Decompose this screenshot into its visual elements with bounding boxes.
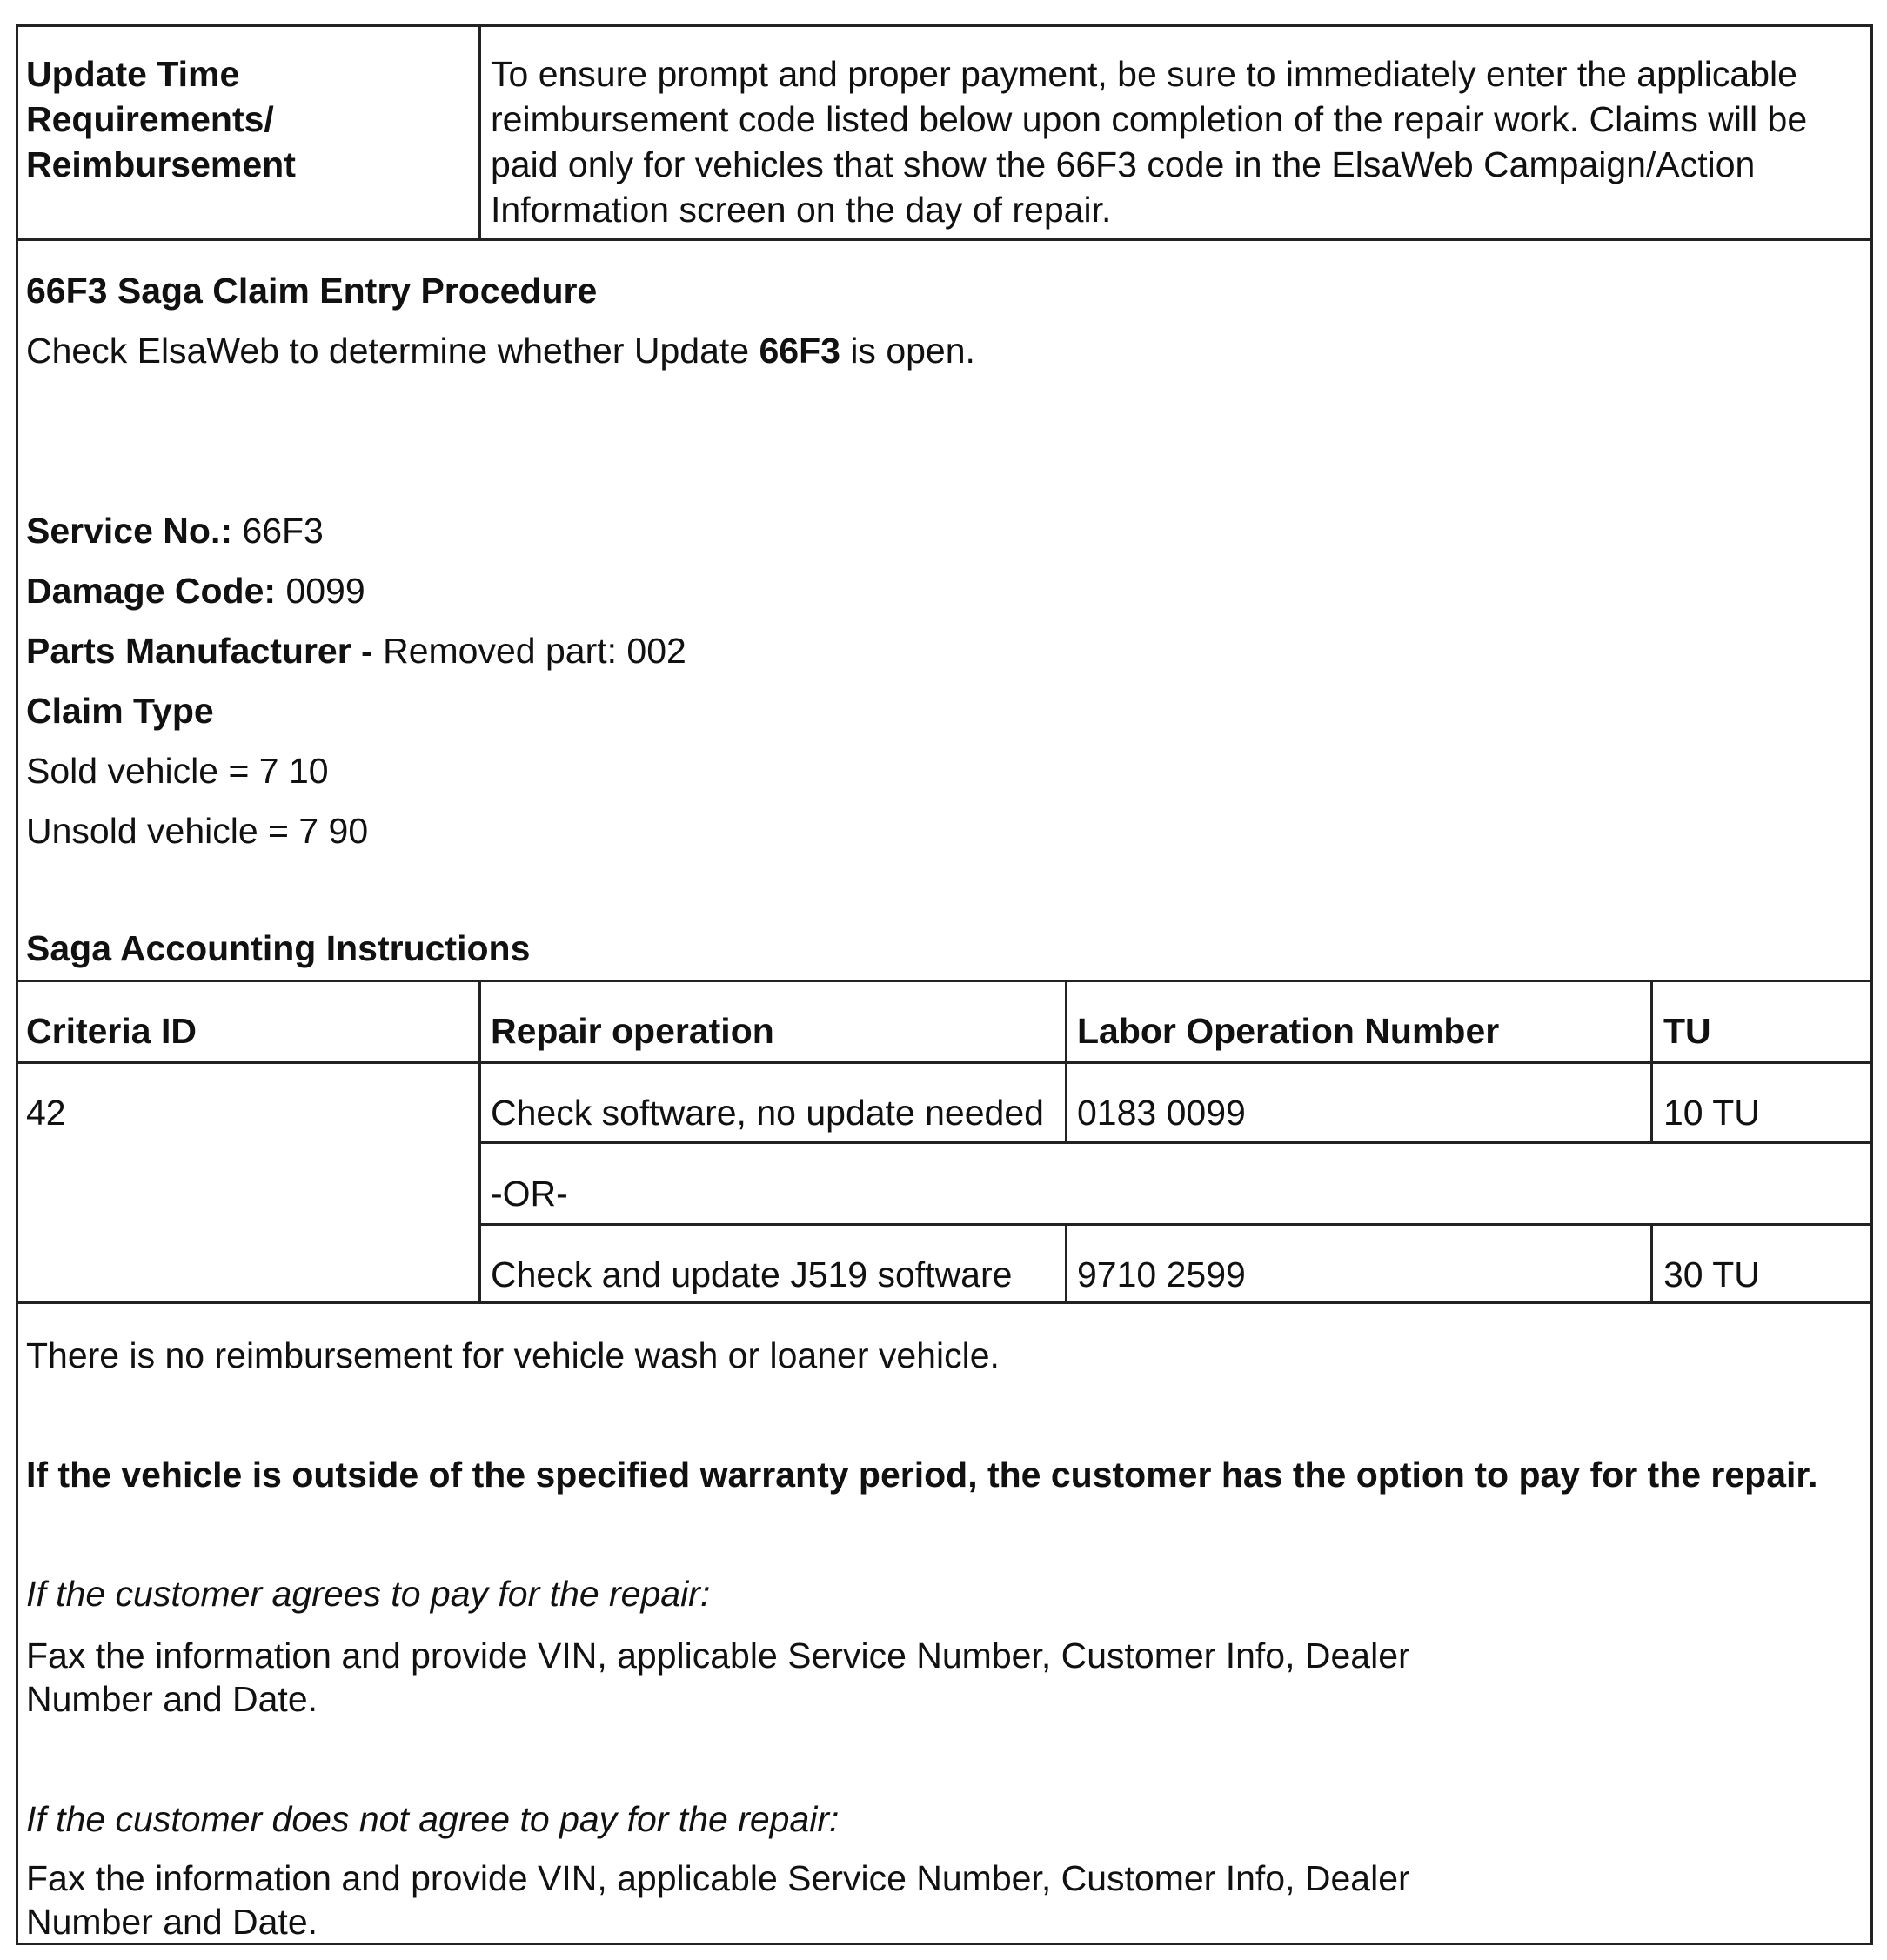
agrees-line-2: Number and Date.: [26, 1679, 318, 1719]
rule-after-update-time: [16, 238, 1873, 241]
row1-tu: 10 TU: [1663, 1093, 1760, 1133]
update-time-text-1: To ensure prompt and proper payment, be sure to immediately enter the applicable: [491, 54, 1797, 94]
claim-type-label: Claim Type: [26, 691, 214, 731]
row1-labor: 0183 0099: [1077, 1093, 1246, 1133]
damage-code-line: [26, 568, 365, 613]
warranty-note: If the vehicle is outside of the specified warranty period, the customer has the option to pay for the repair.: [26, 1455, 1818, 1495]
rule-after-row1: [478, 1141, 1873, 1144]
rule-after-headers: [16, 1061, 1873, 1064]
service-value: 66F3: [232, 511, 324, 551]
claim-entry-title: 66F3 Saga Claim Entry Procedure: [26, 271, 598, 311]
agrees-line-1: Fax the information and provide VIN, applicable Service Number, Customer Info, Dealer: [26, 1636, 1410, 1676]
accounting-title: Saga Accounting Instructions: [26, 928, 531, 968]
header-tu: TU: [1663, 1011, 1711, 1051]
update-time-label-2: Requirements/: [26, 99, 274, 139]
divider-col3-top: [1650, 980, 1653, 1143]
divider-col1: [478, 980, 481, 1303]
row2-labor: 9710 2599: [1077, 1254, 1246, 1294]
damage-value: 0099: [276, 571, 365, 611]
sold-vehicle: Sold vehicle = 7 10: [26, 751, 329, 791]
divider-col2-bottom: [1065, 1223, 1067, 1303]
service-number-line: [26, 508, 324, 553]
divider-col3-bottom: [1650, 1223, 1653, 1303]
header-labor-operation-number: Labor Operation Number: [1077, 1011, 1500, 1051]
or-separator: -OR-: [491, 1174, 568, 1214]
row1-operation: Check software, no update needed: [491, 1093, 1044, 1133]
check-suffix: is open.: [840, 331, 975, 371]
header-criteria-id: Criteria ID: [26, 1011, 197, 1051]
divider-col2-top: [1065, 980, 1067, 1143]
update-time-label-3: Reimbursement: [26, 144, 296, 184]
agrees-heading: If the customer agrees to pay for the repair:: [26, 1574, 711, 1614]
damage-label: Damage Code:: [26, 571, 277, 611]
service-label: Service No.:: [26, 511, 232, 551]
parts-label: Parts Manufacturer -: [26, 631, 373, 671]
parts-manufacturer-line: [26, 628, 686, 673]
check-elsaweb-line: [26, 328, 975, 373]
unsold-vehicle: Unsold vehicle = 7 90: [26, 811, 369, 851]
check-prefix: Check ElsaWeb to determine whether Update: [26, 331, 759, 371]
not-agree-line-1: Fax the information and provide VIN, applicable Service Number, Customer Info, Dealer: [26, 1858, 1410, 1898]
update-time-text-3: paid only for vehicles that show the 66F3 code in the ElsaWeb Campaign/Action: [491, 144, 1756, 184]
divider-update-time: [478, 24, 481, 240]
rule-table-top: [16, 980, 1873, 982]
not-agree-line-2: Number and Date.: [26, 1902, 318, 1942]
rule-table-bottom: [16, 1301, 1873, 1304]
parts-value: Removed part: 002: [372, 631, 686, 671]
row2-operation: Check and update J519 software: [491, 1254, 1013, 1294]
no-reimbursement-note: There is no reimbursement for vehicle wash or loaner vehicle.: [26, 1335, 1000, 1375]
check-code: 66F3: [759, 331, 840, 371]
header-repair-operation: Repair operation: [491, 1011, 774, 1051]
rule-after-or: [478, 1223, 1873, 1226]
update-time-label-1: Update Time: [26, 54, 240, 94]
criteria-id-value: 42: [26, 1093, 66, 1133]
update-time-text-4: Information screen on the day of repair.: [491, 190, 1112, 230]
row2-tu: 30 TU: [1663, 1254, 1760, 1294]
not-agree-heading: If the customer does not agree to pay for the repair:: [26, 1799, 840, 1839]
update-time-text-2: reimbursement code listed below upon completion of the repair work. Claims will be: [491, 99, 1808, 139]
